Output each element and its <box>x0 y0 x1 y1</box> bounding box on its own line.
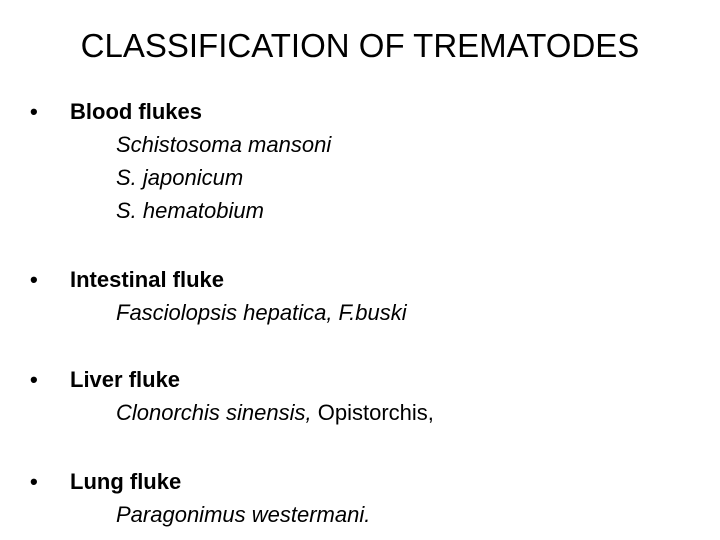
group-blood-flukes <box>30 95 331 227</box>
species-italic-part: Clonorchis sinensis, <box>116 400 312 425</box>
bullet-icon: • <box>30 267 38 292</box>
group-intestinal-fluke <box>30 263 407 329</box>
bullet-icon: • <box>30 99 38 124</box>
species-item: S. japonicum <box>116 165 244 190</box>
bullet-icon: • <box>30 367 38 392</box>
category-label: Intestinal fluke <box>70 267 225 292</box>
species-item <box>30 396 434 429</box>
species-regular-part: Opistorchis, <box>311 400 434 425</box>
category-label: Lung fluke <box>70 469 182 494</box>
category-heading <box>30 363 434 396</box>
bullet-icon: • <box>30 469 38 494</box>
species-item: Paragonimus westermani. <box>116 502 371 527</box>
category-heading <box>30 263 407 296</box>
category-label: Liver fluke <box>70 367 181 392</box>
species-item: Fasciolopsis hepatica, F.buski <box>116 300 407 325</box>
group-liver-fluke <box>30 363 434 429</box>
category-label: Blood flukes <box>70 99 203 124</box>
category-heading <box>30 465 370 498</box>
category-heading <box>30 95 331 128</box>
slide-title: CLASSIFICATION OF TREMATODES <box>80 27 640 64</box>
species-item: S. hematobium <box>116 198 264 223</box>
species-item: Schistosoma mansoni <box>116 132 332 157</box>
group-lung-fluke <box>30 465 370 531</box>
